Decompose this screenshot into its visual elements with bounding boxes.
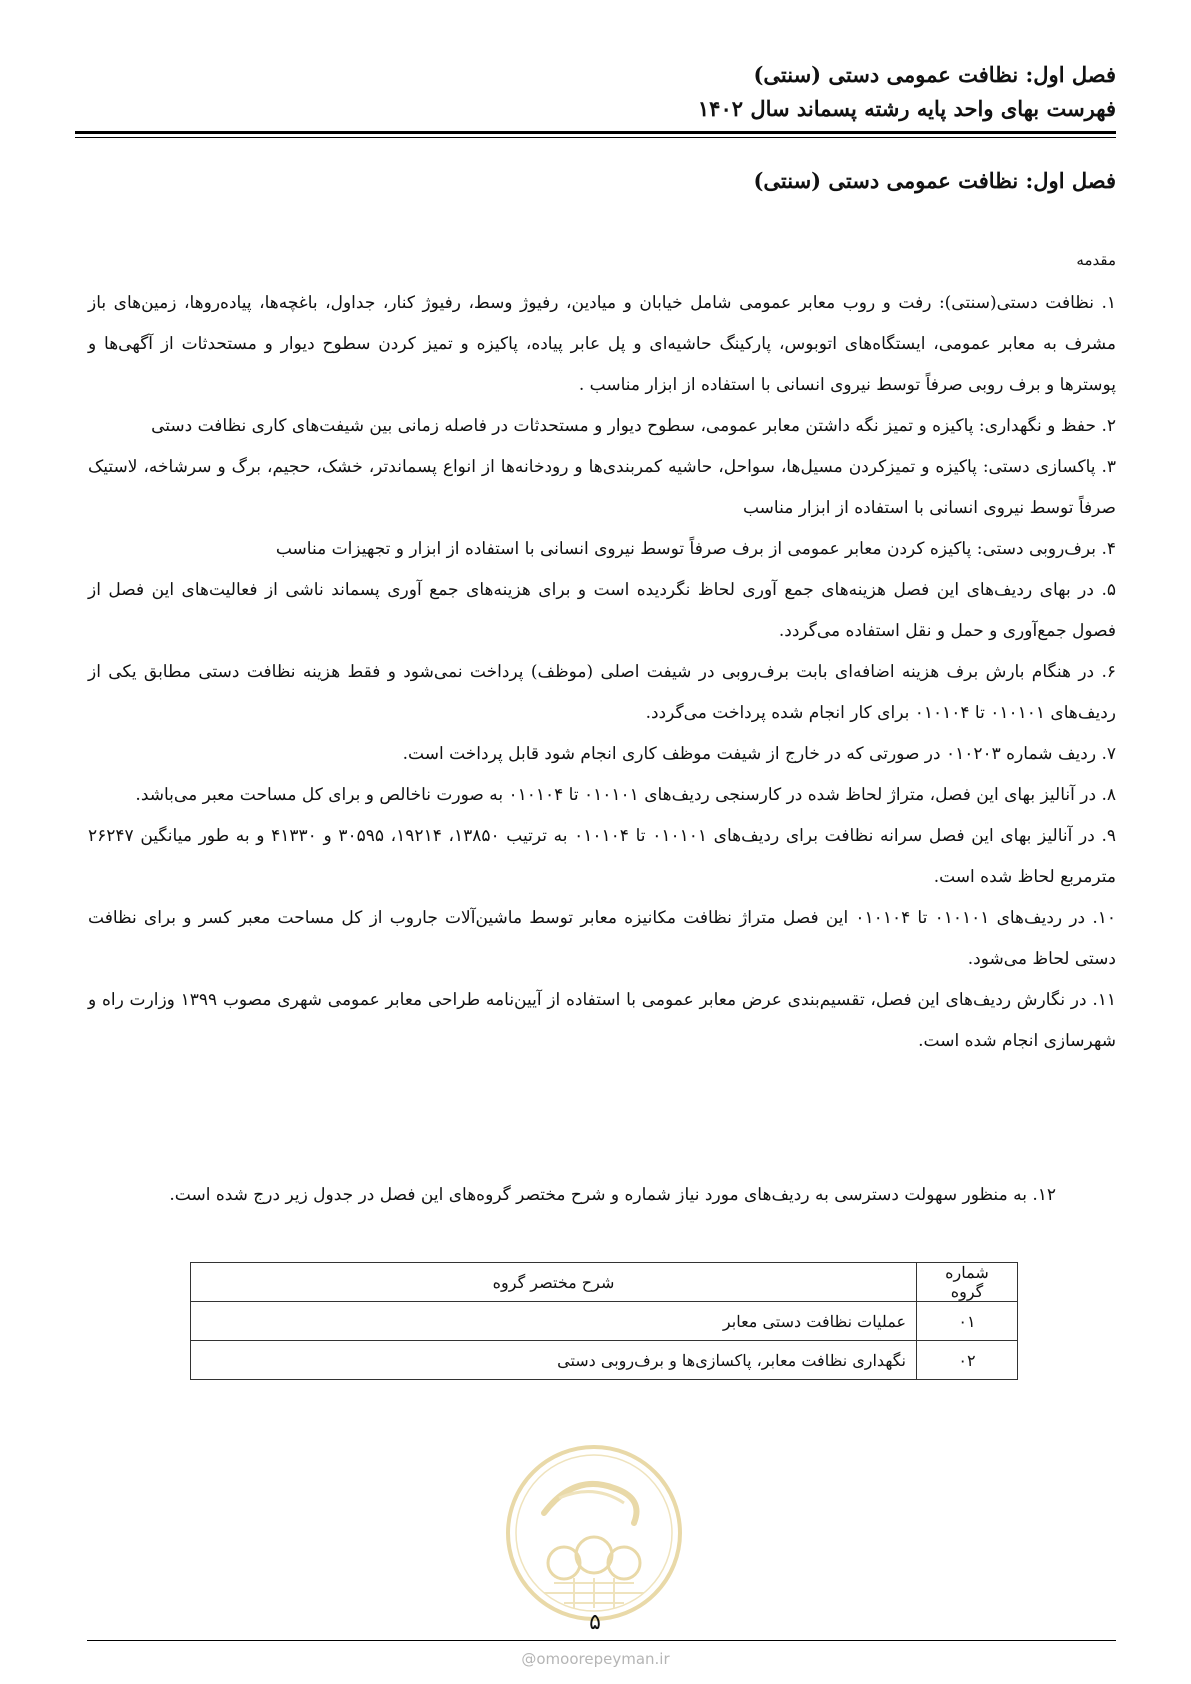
intro-item-11: ۱۱. در نگارش ردیف‌های این فصل، تقسیم‌بندی عرض معابر عمومی با استفاده از آیین‌نامه طراحی معابر عمومی شهری مصوب ۱۳۹۹ وزارت راه و شهرسازی انجام شده است.	[88, 990, 1116, 1051]
intro-item-5: ۵. در بهای ردیف‌های این فصل هزینه‌های جمع آوری لحاظ نگردیده است و برای هزینه‌های جمع آوری پسماند ناشی از فعالیت‌های این فصل از فصول جمع‌آوری و حمل و نقل استفاده می‌گردد.	[88, 580, 1116, 641]
intro-label: مقدمه	[1076, 251, 1116, 269]
group-number-cell: ۰۲	[917, 1341, 1018, 1380]
intro-item-8: ۸. در آنالیز بهای این فصل، متراژ لحاظ شده در کارسنجی ردیف‌های ۰۱۰۱۰۱ تا ۰۱۰۱۰۴ به صورت ناخالص و برای کل مساحت معبر می‌باشد.	[135, 785, 1116, 805]
header-group-description: شرح مختصر گروه	[191, 1263, 917, 1302]
groups-table	[190, 1262, 1018, 1380]
header-group-number: شماره گروه	[917, 1263, 1018, 1302]
table-row	[191, 1341, 1018, 1380]
intro-item-3: ۳. پاکسازی دستی: پاکیزه و تمیزکردن مسیل‌ها، سواحل، حاشیه کمربندی‌ها و رودخانه‌ها از انواع پسماندتر، خشک، حجیم، برگ و سرشاخه، لاستیک صرفاً توسط نیروی انسانی با استفاده از ابزار مناسب	[88, 457, 1116, 518]
intro-item-12: ۱۲. به منظور سهولت دسترسی به ردیف‌های مورد نیاز شماره و شرح مختصر گروه‌های این فصل در جدول زیر درج شده است.	[169, 1185, 1056, 1205]
header-rule-thick	[75, 131, 1116, 134]
intro-item-7: ۷. ردیف شماره ۰۱۰۲۰۳ در صورتی که در خارج از شیفت موظف کاری انجام شود قابل پرداخت است.	[402, 744, 1116, 764]
group-description-cell: نگهداری نظافت معابر، پاکسازی‌ها و برف‌روبی دستی	[191, 1341, 917, 1380]
intro-item-10: ۱۰. در ردیف‌های ۰۱۰۱۰۱ تا ۰۱۰۱۰۴ این فصل متراژ نظافت مکانیزه معابر توسط ماشین‌آلات جاروب از کل مساحت معبر کسر و برای نظافت دستی لحاظ می‌شود.	[88, 908, 1116, 969]
table-row	[191, 1302, 1018, 1341]
header-subtitle-line: فهرست بهای واحد پایه رشته پسماند سال ۱۴۰۲	[697, 96, 1116, 121]
chapter-title: فصل اول: نظافت عمومی دستی (سنتی)	[753, 168, 1116, 193]
watermark-text: @omoorepeyman.ir	[521, 1650, 670, 1668]
intro-item-1: ۱. نظافت دستی(سنتی): رفت و روب معابر عمومی شامل خیابان و میادین، رفیوژ وسط، رفیوژ کنار، جداول، باغچه‌ها، پیاده‌روها، زمین‌های باز مشرف به معابر عمومی، ایستگاه‌های اتوبوس، پارکینگ حاشیه‌ای و پل عابر پیاده، پاکیزه و تمیز کردن سطوح دیوار و مستحدثات از آگهی‌ها و پوسترها و برف روبی صرفاً توسط نیروی انسانی با استفاده از ابزار مناسب .	[88, 293, 1116, 395]
intro-item-2: ۲. حفظ و نگهداری: پاکیزه و تمیز نگه داشتن معابر عمومی، سطوح دیوار و مستحدثات در فاصله زمانی بین شیفت‌های کاری نظافت دستی	[151, 416, 1116, 436]
header-rule-thin	[75, 137, 1116, 138]
group-number-cell: ۰۱	[917, 1302, 1018, 1341]
header-chapter-line: فصل اول: نظافت عمومی دستی (سنتی)	[753, 62, 1116, 87]
intro-items	[88, 283, 1116, 1062]
footer-rule	[87, 1640, 1116, 1641]
page-number: ۵	[589, 1610, 601, 1635]
group-description-cell: عملیات نظافت دستی معابر	[191, 1302, 917, 1341]
table-header-row	[191, 1263, 1018, 1302]
page-header	[76, 58, 1116, 126]
intro-item-6: ۶. در هنگام بارش برف هزینه اضافه‌ای بابت برف‌روبی در شیفت اصلی (موظف) پرداخت نمی‌شود و فقط هزینه نظافت دستی مطابق یکی از ردیف‌های ۰۱۰۱۰۱ تا ۰۱۰۱۰۴ برای کار انجام شده پرداخت می‌گردد.	[88, 662, 1116, 723]
omoore-peyman-seal-icon	[504, 1443, 684, 1623]
intro-item-4: ۴. برف‌روبی دستی: پاکیزه کردن معابر عمومی از برف صرفاً توسط نیروی انسانی با استفاده از ابزار و تجهیزات مناسب	[275, 539, 1116, 559]
intro-item-9: ۹. در آنالیز بهای این فصل سرانه نظافت برای ردیف‌های ۰۱۰۱۰۱ تا ۰۱۰۱۰۴ به ترتیب ۱۳۸۵۰، ۱۹۲۱۴، ۳۰۵۹۵ و ۴۱۳۳۰ و به طور میانگین ۲۶۲۴۷ مترمربع لحاظ شده است.	[88, 826, 1117, 887]
